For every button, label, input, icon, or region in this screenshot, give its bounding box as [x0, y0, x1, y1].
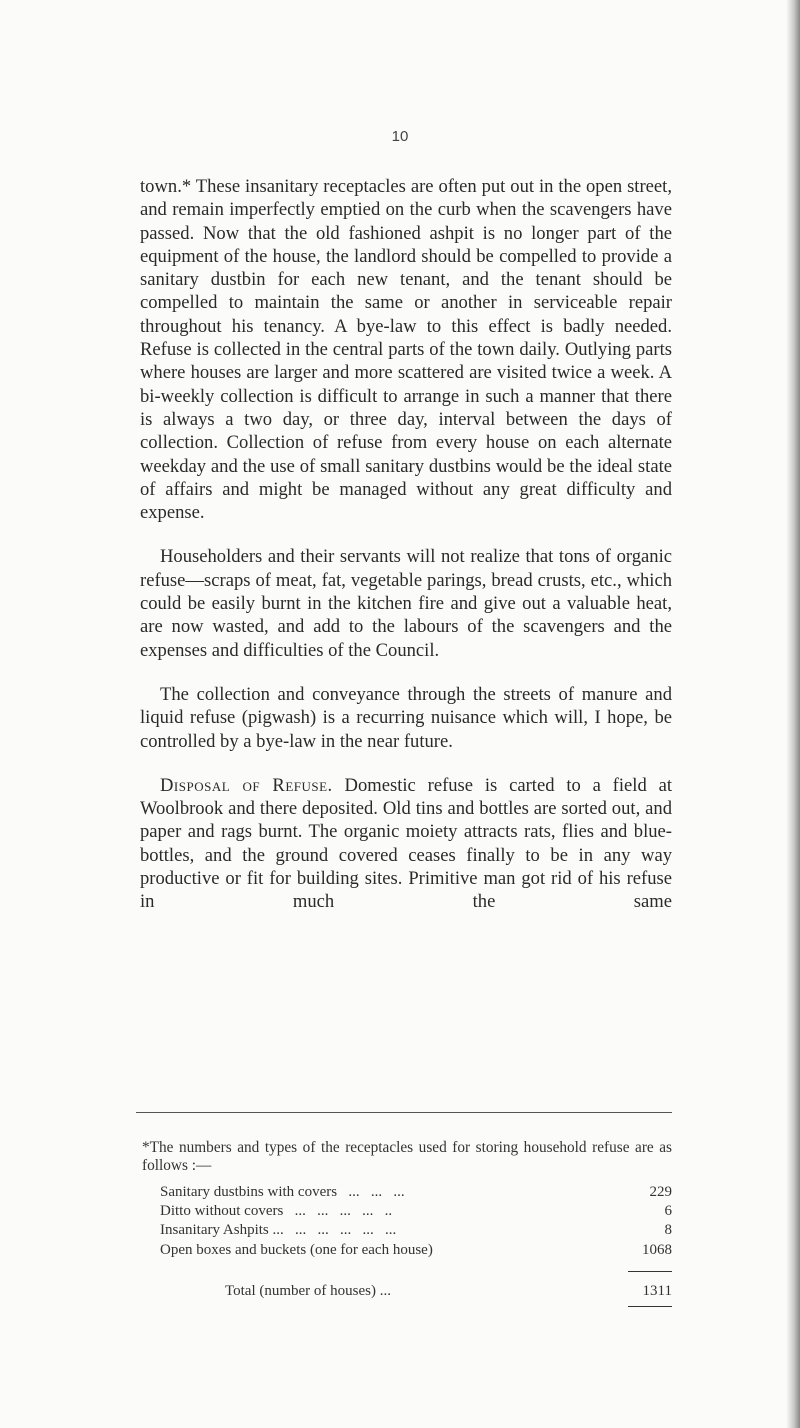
paragraph-disposal [140, 774, 672, 914]
paragraph-3: The collection and conveyance through the streets of manure and liquid refuse (pigwash) is a recurring nuisance which will, I hope, be controlled by a bye-law in the near future. [140, 683, 672, 752]
row-label: Sanitary dustbins with covers ... ... ... [160, 1184, 405, 1200]
row-value: 229 [649, 1184, 672, 1200]
paragraph-2: Householders and their servants will not realize that tons of organic refuse—scraps of meat, fat, vegetable parings, bread crusts, etc., which could be easily burnt in the kitchen fire and give out a valuable heat, are now wasted, and add to the labours of the scavengers and the expenses and difficulties of the Council. [140, 546, 672, 661]
row-label: Ditto without covers ... ... ... ... .. [160, 1203, 393, 1220]
row-value: 1068 [642, 1241, 672, 1258]
total-rule [628, 1271, 672, 1272]
total-label: Total (number of houses) ... [225, 1283, 391, 1299]
footnote [142, 1139, 672, 1175]
page-edge-shadow [786, 0, 800, 1428]
page-number: 10 [391, 128, 409, 145]
disposal-text: Domestic refuse is carted to a field at Woolbrook and there deposited. Old tins and bottles are sorted out, and paper and rags burnt. The organic moiety attracts rats, flies and blue-bottles, and the ground covered ceases finally to be in any way productive or fit for building sites. Primitive man got rid of his refuse in much the same [140, 774, 672, 913]
total-row [225, 1283, 672, 1300]
paragraph-1: town.* These insanitary receptacles are often put out in the open street, and remain imperfectly emptied on the curb when the scavengers have passed. Now that the old fashioned ashpit is no longer part of the equipment of the house, the landlord should be compelled to provide a sanitary dustbin for each new tenant, and the tenant should be compelled to maintain the same or another in serviceable repair throughout his tenancy. A bye-law to this effect is badly needed. Refuse is collected in the central parts of the town daily. Outlying parts where houses are larger and more scattered are visited twice a week. A bi-weekly collection is difficult to arrange in such a manner that there is always a two day, or three day, interval between the days of collection. Collection of refuse from every house on each alternate weekday and the use of small sanitary dustbins would be the ideal state of affairs and might be managed without any great difficulty and expense. [140, 176, 672, 524]
table-row [160, 1241, 672, 1260]
table-row [160, 1202, 672, 1221]
footnote-separator [136, 1112, 672, 1113]
row-label: Open boxes and buckets (one for each house) [160, 1241, 433, 1258]
total-underline [628, 1306, 672, 1307]
total-value: 1311 [642, 1283, 672, 1299]
footnote-table [160, 1183, 672, 1260]
main-text [140, 175, 672, 914]
disposal-heading: Disposal of Refuse. [160, 774, 333, 796]
row-label: Insanitary Ashpits ... ... ... ... ... ... [160, 1222, 397, 1239]
table-row [160, 1221, 672, 1240]
row-value: 6 [664, 1203, 672, 1220]
table-row [160, 1183, 672, 1202]
row-value: 8 [664, 1222, 672, 1239]
footnote-intro: *The numbers and types of the receptacles used for storing household refuse are as follows :— [142, 1139, 672, 1174]
